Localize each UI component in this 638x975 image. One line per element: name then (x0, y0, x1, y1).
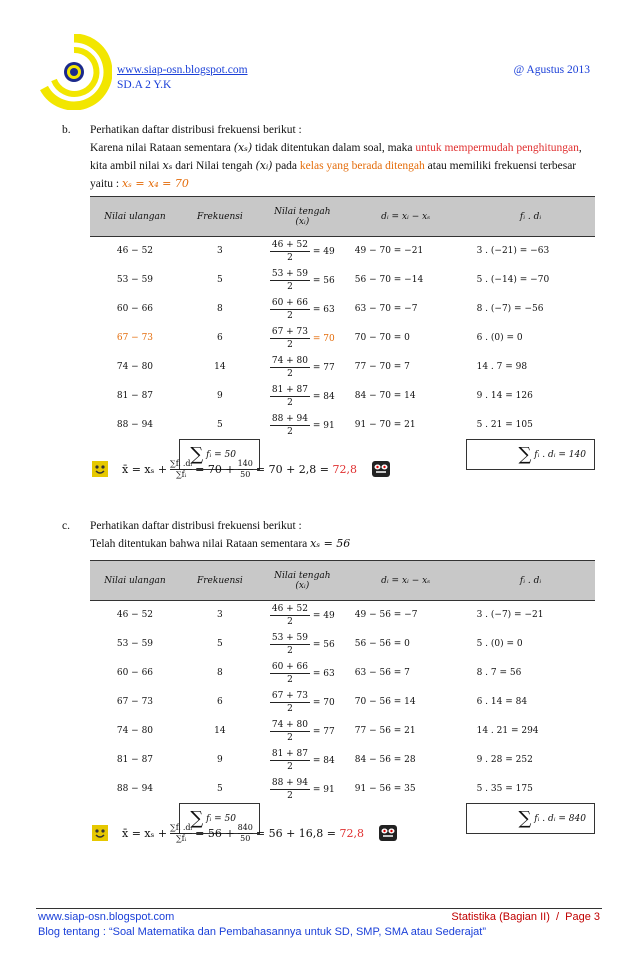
cell-deviation: 77 − 70 = 7 (354, 362, 410, 372)
cell-deviation: 91 − 70 = 21 (354, 420, 416, 430)
footer-site-link[interactable]: www.siap-osn.blogspot.com (38, 911, 175, 923)
midpoint-value: = 70 (312, 333, 335, 344)
header-date: @ Agustus 2013 (513, 64, 590, 76)
result-c-lhs: x̄ = xₛ + (122, 826, 168, 840)
header-nilai-tengah (260, 561, 345, 601)
fraction-denominator: 2 (287, 281, 293, 292)
midpoint-fraction (270, 413, 310, 438)
result-b-answer: 72,8 (332, 462, 357, 476)
result-b-fraction2 (238, 459, 253, 480)
table-row (90, 688, 595, 717)
cell-frequency: 8 (217, 304, 223, 314)
cell-frequency: 14 (214, 726, 226, 736)
cell-interval: 67 − 73 (116, 697, 154, 707)
highlight-orange-text: kelas yang berada ditengah (299, 160, 425, 172)
cell-midpoint (260, 717, 345, 746)
sigma-icon: ∑ (190, 444, 204, 465)
highlight-red-text: untuk mempermudah penghitungan (415, 142, 579, 154)
cell-midpoint (260, 382, 345, 411)
cell-interval: 53 − 59 (116, 275, 154, 285)
fraction-denominator: 2 (287, 310, 293, 321)
midpoint-fraction (270, 777, 310, 802)
sum-f-times-d (467, 440, 595, 470)
fraction-denominator: 2 (287, 674, 293, 685)
table-header-row (90, 561, 595, 601)
sigma-icon: ∑ (518, 444, 532, 465)
text: , (578, 142, 582, 154)
midpoint-fraction (270, 748, 310, 773)
cell-f-times-d: 6 . 14 = 84 (476, 697, 528, 707)
cell-midpoint (260, 746, 345, 775)
result-b-fraction (170, 459, 192, 480)
midpoint-value: = 84 (312, 755, 335, 766)
table-row (90, 353, 595, 382)
midpoint-value: = 49 (312, 610, 335, 621)
text: tidak ditentukan dalam soal, maka (252, 142, 416, 154)
cell-midpoint (260, 266, 345, 295)
fraction-denominator: ∑fᵢ (175, 833, 187, 843)
cell-frequency: 14 (214, 362, 226, 372)
sum-f-times-d (467, 804, 595, 834)
header-di: dᵢ = xᵢ − xₛ (345, 561, 467, 601)
midpoint-fraction (270, 326, 310, 351)
header-school: SD.A 2 Y.K (117, 79, 172, 91)
midpoint-value: = 77 (312, 726, 335, 737)
fraction-denominator: 2 (287, 252, 293, 263)
cell-frequency: 9 (217, 391, 223, 401)
cell-deviation: 84 − 56 = 28 (354, 755, 416, 765)
cell-midpoint (260, 353, 345, 382)
cell-interval: 46 − 52 (116, 246, 154, 257)
fraction-numerator: 60 + 66 (271, 661, 309, 672)
cell-frequency: 9 (217, 755, 223, 765)
header-nilai-tengah-label: Nilai tengah (274, 570, 331, 581)
cell-deviation: 77 − 56 = 21 (354, 726, 416, 736)
frequency-table-c (90, 560, 595, 834)
math-xs: (xₛ) (233, 141, 253, 154)
fraction-denominator: 2 (287, 339, 293, 350)
section-b-text (62, 122, 597, 193)
math-xs-equals: xₛ = x₄ = 70 (121, 177, 189, 190)
cell-frequency: 8 (217, 668, 223, 678)
section-b-letter: b. (62, 124, 71, 136)
fraction-numerator: 67 + 73 (271, 690, 309, 701)
cell-f-times-d: 3 . (−21) = −63 (476, 246, 550, 257)
header-xi: (xᵢ) (295, 216, 310, 227)
table-row (90, 411, 595, 440)
table-row (90, 659, 595, 688)
midpoint-fraction (270, 239, 310, 264)
fraction-denominator: 2 (287, 732, 293, 743)
cell-midpoint (260, 411, 345, 440)
fraction-numerator: 88 + 94 (271, 777, 309, 788)
footer-blog-tagline: Blog tentang : “Soal Matematika dan Pembahasannya untuk SD, SMP, SMA atau Sederajat” (38, 926, 487, 938)
fraction-numerator: 81 + 87 (271, 748, 309, 759)
result-c-fraction2 (238, 823, 253, 844)
cell-midpoint (260, 775, 345, 804)
midpoint-value: = 56 (312, 275, 335, 286)
fraction-numerator: 140 (237, 458, 253, 468)
midpoint-value: = 77 (312, 362, 335, 373)
cell-frequency: 3 (217, 246, 223, 257)
midpoint-fraction (270, 603, 310, 628)
osn-logo-icon (36, 34, 112, 110)
midpoint-value: = 49 (312, 246, 335, 257)
cell-interval: 60 − 66 (116, 668, 154, 678)
fraction-numerator: 840 (237, 822, 253, 832)
cell-deviation: 49 − 70 = −21 (354, 246, 424, 257)
midpoint-value: = 91 (312, 420, 335, 431)
midpoint-fraction (270, 268, 310, 293)
cell-deviation: 70 − 70 = 0 (354, 333, 410, 343)
fraction-numerator: 53 + 59 (271, 632, 309, 643)
smiley-icon (92, 825, 108, 841)
cell-frequency: 5 (217, 783, 223, 794)
midpoint-fraction (270, 384, 310, 409)
fraction-denominator: 2 (287, 426, 293, 437)
fraction-denominator: 2 (287, 703, 293, 714)
midpoint-value: = 63 (312, 668, 335, 679)
cell-midpoint (260, 688, 345, 717)
cell-deviation: 70 − 56 = 14 (354, 697, 416, 707)
cell-f-times-d: 3 . (−7) = −21 (476, 610, 544, 621)
table-header-row (90, 197, 595, 237)
text: dari Nilai tengah (172, 160, 256, 172)
text: kita ambil nilai (90, 160, 163, 172)
sigma-icon: ∑ (190, 808, 204, 829)
cell-f-times-d: 5 . (0) = 0 (476, 639, 523, 649)
cell-deviation: 56 − 56 = 0 (354, 639, 410, 649)
sum-frequency-value: fᵢ = 50 (206, 450, 236, 460)
text: Karena nilai Rataan sementara (90, 142, 234, 154)
cell-interval: 88 − 94 (116, 420, 154, 430)
table-row (90, 266, 595, 295)
cell-deviation: 63 − 56 = 7 (354, 668, 410, 678)
header-fi-di: fᵢ . dᵢ (467, 197, 595, 237)
result-c (92, 818, 398, 848)
cell-f-times-d: 5 . (−14) = −70 (476, 275, 550, 285)
sum-frequency-value: fᵢ = 50 (206, 814, 236, 824)
cell-f-times-d: 5 . 35 = 175 (476, 783, 533, 794)
cell-f-times-d: 5 . 21 = 105 (476, 419, 533, 430)
cell-interval: 74 − 80 (116, 362, 154, 372)
math-xs: xₛ (162, 159, 173, 172)
cell-frequency: 5 (217, 419, 223, 430)
header-di: dᵢ = xᵢ − xₛ (345, 197, 467, 237)
header-nilai-tengah-label: Nilai tengah (274, 206, 331, 217)
result-c-fraction (170, 823, 192, 844)
table-row (90, 324, 595, 353)
fraction-denominator: 50 (240, 833, 251, 843)
cell-deviation: 63 − 70 = −7 (354, 304, 418, 314)
text: pada (272, 160, 300, 172)
fraction-denominator: 2 (287, 645, 293, 656)
fraction-numerator: 67 + 73 (271, 326, 309, 337)
midpoint-fraction (270, 719, 310, 744)
sigma-icon: ∑ (518, 808, 532, 829)
cell-f-times-d: 8 . (−7) = −56 (476, 304, 544, 314)
result-c-eq1: = 56 + (195, 826, 235, 840)
cell-f-times-d: 8 . 7 = 56 (476, 668, 522, 678)
cell-midpoint (260, 659, 345, 688)
sum-f-times-d-value: fᵢ . dᵢ = 140 (534, 450, 586, 460)
table-row (90, 717, 595, 746)
cell-f-times-d: 14 . 21 = 294 (476, 726, 539, 736)
table-row (90, 630, 595, 659)
devil-face-icon (371, 460, 391, 478)
cell-interval: 53 − 59 (116, 639, 154, 649)
header-frekuensi: Frekuensi (180, 197, 260, 237)
frequency-table-b (90, 196, 595, 470)
result-b-eq1: = 70 + (195, 462, 235, 476)
fraction-denominator: 2 (287, 761, 293, 772)
cell-deviation: 49 − 56 = −7 (354, 610, 418, 621)
midpoint-value: = 56 (312, 639, 335, 650)
text: Telah ditentukan bahwa nilai Rataan sementara (90, 538, 311, 550)
cell-interval: 88 − 94 (116, 784, 154, 794)
result-b (92, 454, 391, 484)
cell-deviation: 91 − 56 = 35 (354, 784, 416, 794)
cell-interval: 46 − 52 (116, 610, 154, 621)
table-row (90, 746, 595, 775)
cell-interval: 81 − 87 (116, 391, 154, 401)
section-b-line1: Perhatikan daftar distribusi frekuensi berikut : (90, 124, 302, 136)
table-row (90, 775, 595, 804)
sum-f-times-d-value: fᵢ . dᵢ = 840 (534, 814, 586, 824)
cell-f-times-d: 9 . 14 = 126 (476, 391, 533, 401)
cell-f-times-d: 9 . 28 = 252 (476, 755, 533, 765)
fraction-denominator: 50 (240, 469, 251, 479)
math-xs-equals: xₛ = 56 (310, 537, 351, 550)
fraction-denominator: 2 (287, 368, 293, 379)
result-b-eq2: = 70 + 2,8 = (255, 462, 333, 476)
table-row (90, 295, 595, 324)
header-nilai-ulangan: Nilai ulangan (90, 561, 180, 601)
cell-deviation: 56 − 70 = −14 (354, 275, 424, 285)
cell-midpoint (260, 601, 345, 630)
text: yaitu : (90, 178, 122, 190)
cell-frequency: 6 (217, 333, 223, 343)
midpoint-fraction (270, 297, 310, 322)
fraction-numerator: 46 + 52 (271, 603, 309, 614)
fraction-denominator: 2 (287, 790, 293, 801)
section-b-line2 (90, 139, 597, 157)
midpoint-value: = 70 (312, 697, 335, 708)
cell-interval: 60 − 66 (116, 304, 154, 314)
midpoint-fraction (270, 661, 310, 686)
result-c-eq2: = 56 + 16,8 = (255, 826, 340, 840)
cell-midpoint (260, 630, 345, 659)
text: atau memiliki frekuensi terbesar (424, 160, 577, 172)
midpoint-value: = 91 (312, 784, 335, 795)
cell-frequency: 5 (217, 639, 223, 649)
fraction-numerator: 74 + 80 (271, 719, 309, 730)
fraction-denominator: ∑fᵢ (175, 469, 187, 479)
table-row (90, 237, 595, 266)
header-fi-di: fᵢ . dᵢ (467, 561, 595, 601)
section-c-line2 (90, 535, 597, 553)
footer-divider (36, 908, 602, 909)
cell-interval: 74 − 80 (116, 726, 154, 736)
cell-deviation: 84 − 70 = 14 (354, 391, 416, 401)
cell-frequency: 6 (217, 697, 223, 707)
header-xi: (xᵢ) (295, 580, 310, 591)
section-c-letter: c. (62, 520, 70, 532)
cell-midpoint (260, 237, 345, 266)
midpoint-value: = 63 (312, 304, 335, 315)
cell-f-times-d: 6 . (0) = 0 (476, 333, 523, 343)
table-row (90, 382, 595, 411)
midpoint-value: = 84 (312, 391, 335, 402)
cell-interval: 81 − 87 (116, 755, 154, 765)
math-xi: (xᵢ) (255, 159, 273, 172)
midpoint-fraction (270, 632, 310, 657)
cell-frequency: 5 (217, 275, 223, 285)
fraction-denominator: 2 (287, 397, 293, 408)
result-c-answer: 72,8 (339, 826, 364, 840)
fraction-numerator: 46 + 52 (271, 239, 309, 250)
cell-frequency: 3 (217, 610, 223, 621)
fraction-numerator: 81 + 87 (271, 384, 309, 395)
fraction-numerator: 74 + 80 (271, 355, 309, 366)
fraction-numerator: 60 + 66 (271, 297, 309, 308)
cell-midpoint (260, 324, 345, 353)
footer-page-info: Statistika (Bagian II) / Page 3 (451, 911, 600, 923)
fraction-numerator: ∑fᵢ .dᵢ (170, 458, 193, 468)
section-b-line3 (90, 157, 597, 175)
midpoint-fraction (270, 355, 310, 380)
cell-interval: 67 − 73 (116, 333, 154, 343)
table-row (90, 601, 595, 630)
cell-midpoint (260, 295, 345, 324)
result-b-lhs: x̄ = xₛ + (122, 462, 168, 476)
section-b-line4 (90, 175, 597, 193)
smiley-icon (92, 461, 108, 477)
fraction-numerator: 53 + 59 (271, 268, 309, 279)
header-site-link[interactable]: www.siap-osn.blogspot.com (117, 64, 248, 76)
section-c-line1: Perhatikan daftar distribusi frekuensi berikut : (90, 520, 302, 532)
devil-face-icon (378, 824, 398, 842)
header-nilai-ulangan: Nilai ulangan (90, 197, 180, 237)
midpoint-fraction (270, 690, 310, 715)
header-frekuensi: Frekuensi (180, 561, 260, 601)
header-nilai-tengah (260, 197, 345, 237)
cell-f-times-d: 14 . 7 = 98 (476, 362, 528, 372)
section-c-text (62, 518, 597, 553)
fraction-numerator: ∑fᵢ .dᵢ (170, 822, 193, 832)
fraction-denominator: 2 (287, 616, 293, 627)
fraction-numerator: 88 + 94 (271, 413, 309, 424)
